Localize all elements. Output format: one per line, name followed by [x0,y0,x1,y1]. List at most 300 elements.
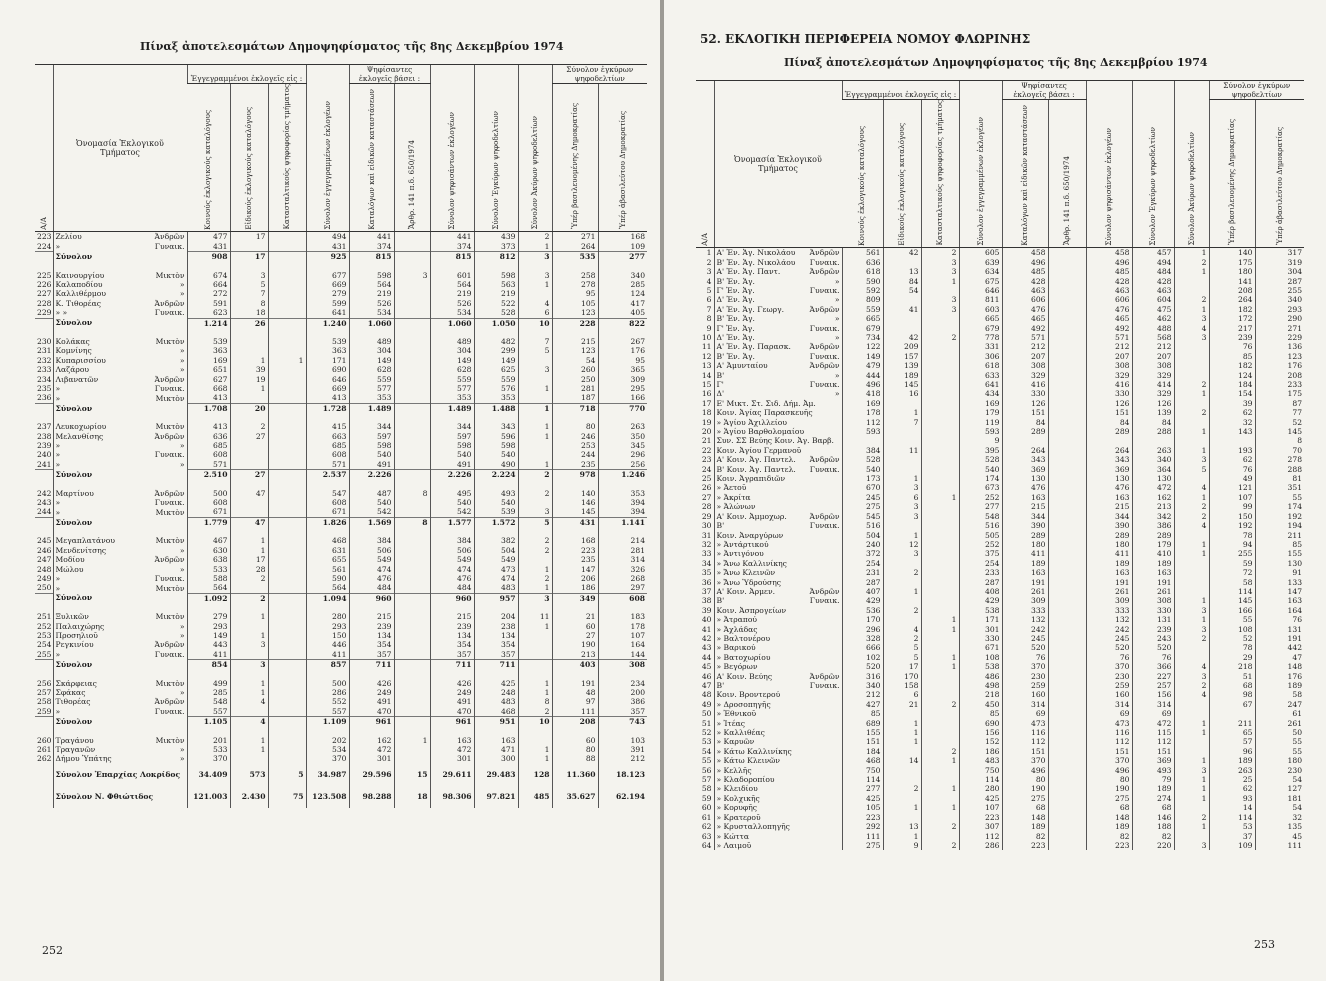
station-type: Ἀνδρῶν [154,697,185,707]
subtotal-row [35,593,647,603]
value-cell [883,747,921,756]
value-cell: 102 [842,653,883,662]
value-cell: 533 [187,745,230,754]
station-type: » [179,564,185,574]
value-cell: 1.060 [349,318,394,328]
spacer-cell [53,480,187,489]
value-cell: 82 [1002,832,1048,841]
station-name [714,455,842,464]
value-cell [921,794,959,803]
value-cell: 252 [959,540,1002,549]
value-cell: 4 [230,717,268,727]
station-name [714,258,842,267]
station-type: Γυναικ. [154,707,185,717]
value-cell: 145 [883,380,921,389]
value-cell: 540 [349,498,394,507]
value-cell [268,403,306,413]
value-cell: 263 [1132,446,1174,455]
row-number: 20 [701,427,712,437]
value-cell: 280 [306,612,349,621]
value-cell: 354 [349,640,394,649]
value-cell: 3 [1174,606,1209,615]
value-cell: 540 [842,465,883,474]
value-cell: 1 [1174,389,1209,398]
value-cell [268,536,306,545]
spacer-cell [598,670,647,679]
value-cell: 114 [842,775,883,784]
value-cell: 130 [1086,474,1132,483]
spacer-cell [35,480,53,489]
spacer-cell [230,670,268,679]
value-cell: 485 [1002,267,1048,276]
row-number: 41 [701,624,712,634]
value-cell: 235 [552,460,598,470]
value-cell: 287 [959,578,1002,587]
value-cell [518,660,552,670]
value-cell [1048,474,1086,483]
value-cell [394,232,430,242]
value-cell: 1 [1174,756,1209,765]
value-cell: 1 [921,625,959,634]
row-number: 17 [701,398,712,408]
row-number: 10 [701,332,712,342]
value-cell: 175 [1255,389,1304,398]
col-c7: Σύνολον ψηφισάντων ἐκλογέων [1086,81,1132,248]
spacer-cell [518,603,552,612]
value-cell: 3 [921,305,959,314]
row-number [35,660,53,670]
value-cell: 468 [474,707,518,717]
col-c10: Ὑπέρ βασιλευομένης Δημοκρατίας [1209,100,1255,248]
col-c5: Καταλόγων καὶ εἰδικῶν καταστάσεων [349,84,394,232]
value-cell: 223 [1086,841,1132,850]
row-number: 238 [37,431,52,441]
value-cell: 489 [349,337,394,346]
value-cell [921,813,959,822]
table-row [35,745,647,754]
row-number: 64 [701,840,712,850]
station-name-text: » Ἁγίου Ἀχιλλείου [716,417,787,427]
value-cell: 330 [1132,606,1174,615]
value-cell [1048,258,1086,267]
table-row [35,280,647,289]
value-cell: 268 [598,574,647,583]
value-cell [394,707,430,717]
total-value: 98.306 [430,786,474,808]
value-cell: 263 [1209,766,1255,775]
row-number: 60 [701,803,712,813]
value-cell: 718 [552,403,598,413]
value-cell: 227 [1132,672,1174,681]
station-name [53,546,187,555]
value-cell [268,612,306,621]
total-value: 18.123 [598,764,647,786]
value-cell: 112 [842,418,883,427]
total-value: 29.611 [430,764,474,786]
value-cell [268,717,306,727]
value-cell: 123 [552,308,598,318]
station-name [53,583,187,593]
value-cell: 353 [598,489,647,498]
station-name [714,662,842,671]
value-cell: 340 [1132,455,1174,464]
table-row [696,371,1304,380]
value-cell: 132 [1002,615,1048,624]
value-cell: 287 [1255,277,1304,286]
value-cell: 2 [883,606,921,615]
spacer-cell [35,670,53,679]
value-cell: 3 [518,252,552,262]
spacer-cell [306,670,349,679]
value-cell: 164 [1255,606,1304,615]
station-name-text: Μαρτίνου [55,488,94,498]
value-cell: 112 [959,832,1002,841]
value-cell [1174,747,1209,756]
value-cell: 245 [842,493,883,502]
valid-group-header: Σύνολον ἐγκύρων ψηφοδελτίων [1209,81,1304,100]
value-cell: 665 [842,314,883,323]
value-cell: 750 [959,766,1002,775]
value-cell [268,660,306,670]
value-cell: 1.214 [187,318,230,328]
spacer-cell [268,262,306,271]
value-cell: 822 [598,318,647,328]
value-cell: 1 [883,737,921,746]
value-cell: 11 [518,612,552,621]
value-cell: 408 [959,587,1002,596]
value-cell [394,565,430,574]
station-name-text: Β' Ἐν. Ἁγ. [716,314,755,324]
value-cell: 506 [349,546,394,555]
value-cell: 394 [598,498,647,507]
value-cell: 491 [430,697,474,706]
spacer-cell [306,603,349,612]
row-number: 254 [37,640,52,650]
value-cell: 561 [842,248,883,258]
value-cell: 598 [430,441,474,450]
value-cell: 223 [842,813,883,822]
value-cell: 277 [598,252,647,262]
station-name [714,314,842,323]
value-cell: 428 [1002,277,1048,286]
col-c6: Ἄρθρ. 141 π.δ. 650/1974 [394,84,430,232]
value-cell [1174,653,1209,662]
value-cell [1174,399,1209,408]
station-name [53,574,187,583]
value-cell: 500 [306,679,349,688]
row-number: 8 [706,314,712,324]
total-value: 123.508 [306,786,349,808]
value-cell: 130 [1132,474,1174,483]
spacer-cell [230,527,268,536]
value-cell: 5 [883,643,921,652]
station-name-text: Σύνολον [55,517,93,527]
value-cell: 665 [959,314,1002,323]
value-cell: 3 [921,267,959,276]
value-cell: 496 [1086,766,1132,775]
value-cell: 1 [518,745,552,754]
value-cell: 413 [187,393,230,403]
station-name [53,612,187,621]
row-number: 9 [706,323,712,333]
station-name [53,299,187,308]
station-name [714,483,842,492]
station-name-text: Κ. Τιθορέας [55,298,101,308]
station-type: Μικτὸν [155,270,185,280]
station-name-text: » [55,393,61,403]
value-cell: 281 [552,384,598,393]
value-cell: 549 [474,555,518,564]
row-number: 54 [701,746,712,756]
row-number: 13 [701,361,712,371]
value-cell: 8 [230,299,268,308]
value-cell [883,314,921,323]
spacer-cell [518,262,552,271]
value-cell: 2.537 [306,470,349,480]
value-cell [1174,587,1209,596]
station-type: » [179,289,185,299]
value-cell: 248 [474,688,518,697]
row-number: 248 [37,564,52,574]
value-cell: 55 [1255,737,1304,746]
row-number: 229 [37,308,52,318]
station-name-text: Κοιν. Ἁγίου Γερμανοῦ [716,445,802,455]
value-cell: 148 [1255,662,1304,671]
value-cell: 296 [598,450,647,459]
value-cell [268,555,306,564]
value-cell: 149 [187,631,230,640]
value-cell: 815 [430,252,474,262]
station-name-text: Γ' Ἐν. Ἁγ. [716,285,755,295]
value-cell [394,384,430,393]
value-cell: 299 [474,346,518,355]
station-type: » [179,355,185,365]
station-name [53,356,187,365]
value-cell: 3 [1174,841,1209,850]
value-cell [268,565,306,574]
value-cell: 564 [306,583,349,593]
value-cell: 3 [230,271,268,280]
grand-total-row [35,764,647,786]
value-cell: 206 [552,574,598,583]
station-name-text: » Ἀντάρτικού [716,539,769,549]
value-cell: 465 [1002,314,1048,323]
value-cell: 593 [959,427,1002,436]
value-cell: 608 [598,593,647,603]
value-cell [1048,531,1086,540]
station-type: Γυναικ. [809,323,840,333]
spacer-cell [552,480,598,489]
value-cell: 571 [187,460,230,470]
value-cell: 330 [1002,389,1048,398]
table-row [696,493,1304,502]
value-cell: 163 [1086,568,1132,577]
value-cell: 309 [598,375,647,384]
value-cell: 84 [1132,418,1174,427]
value-cell: 293 [306,622,349,631]
value-cell: 353 [430,393,474,403]
value-cell: 812 [474,252,518,262]
table-row [696,568,1304,577]
value-cell: 308 [598,660,647,670]
value-cell: 76 [1086,653,1132,662]
value-cell [921,512,959,521]
value-cell: 275 [842,841,883,850]
spacer-cell [268,480,306,489]
col-c9: Σύνολον Ἀκύρων ψηφοδελτίων [1174,81,1209,248]
value-cell: 561 [306,565,349,574]
value-cell [1048,305,1086,314]
value-cell: 42 [883,248,921,258]
spacer-cell [518,480,552,489]
value-cell: 496 [1002,766,1048,775]
value-cell [268,498,306,507]
spacer-cell [35,328,53,337]
value-cell: 2 [1174,258,1209,267]
value-cell: 471 [474,745,518,754]
value-cell: 108 [959,653,1002,662]
value-cell: 151 [1002,747,1048,756]
spacer-cell [552,603,598,612]
value-cell: 8 [394,489,430,498]
value-cell: 275 [842,502,883,511]
value-cell: 174 [1255,502,1304,511]
value-cell [1048,521,1086,530]
value-cell: 390 [1086,521,1132,530]
value-cell: 538 [959,662,1002,671]
table-row [35,356,647,365]
value-cell: 215 [430,612,474,621]
value-cell: 91 [1255,568,1304,577]
station-name [714,606,842,615]
value-cell: 20 [230,403,268,413]
value-cell: 743 [598,717,647,727]
station-name [53,707,187,717]
row-number: 239 [37,441,52,451]
value-cell: 344 [1002,512,1048,521]
value-cell: 107 [959,803,1002,812]
value-cell [1174,531,1209,540]
value-cell: 111 [552,707,598,717]
row-number [35,470,53,480]
value-cell: 4 [1174,521,1209,530]
value-cell: 218 [1209,662,1255,671]
spacer-cell [53,413,187,422]
table-row [35,289,647,298]
station-name [714,512,842,521]
value-cell: 671 [959,643,1002,652]
value-cell: 357 [349,650,394,660]
spacer-cell [598,262,647,271]
value-cell: 141 [1209,277,1255,286]
value-cell: 287 [842,578,883,587]
value-cell: 559 [474,375,518,384]
left-page [0,0,660,981]
station-type: » [179,365,185,375]
value-cell: 1.488 [474,403,518,413]
total-value: 98.288 [349,786,394,808]
value-cell: 171 [306,356,349,365]
value-cell: 176 [1255,672,1304,681]
spacer-cell [53,670,187,679]
value-cell [1048,418,1086,427]
row-number: 12 [701,351,712,361]
table-row [696,352,1304,361]
station-type: Γυναικ. [154,573,185,583]
value-cell [394,432,430,441]
station-type: Μικτὸν [155,536,185,546]
value-cell: 76 [1209,342,1255,351]
value-cell: 664 [187,280,230,289]
value-cell [1048,794,1086,803]
value-cell: 131 [1255,625,1304,634]
value-cell: 37 [1209,832,1255,841]
value-cell [1048,286,1086,295]
value-cell: 428 [1132,277,1174,286]
value-cell: 94 [1209,540,1255,549]
table-row [696,784,1304,793]
station-name-text: Α' Ἐν. Ἁγ. Γεωργ. [716,304,785,314]
value-cell: 520 [1002,643,1048,652]
station-name-text: » [55,573,61,583]
value-cell [1048,342,1086,351]
voted-group-header: Ψηφίσαντες ἐκλογεῖς βάσει : [1002,81,1086,100]
value-cell: 245 [1002,634,1048,643]
value-cell [921,314,959,323]
station-type: Ἀνδρῶν [809,586,840,596]
spacer-cell [187,603,230,612]
value-cell: 618 [959,361,1002,370]
station-type: Γυναικ. [154,650,185,660]
value-cell [1048,737,1086,746]
value-cell: 242 [1002,625,1048,634]
row-number: 237 [37,422,52,432]
value-cell [1174,578,1209,587]
value-cell [921,549,959,558]
value-cell: 62 [1209,455,1255,464]
table-row [696,672,1304,681]
station-type: Ἀνδρῶν [154,488,185,498]
row-number: 47 [701,681,712,691]
value-cell [1048,502,1086,511]
spacer-cell [53,727,187,736]
value-cell [921,690,959,699]
value-cell: 68 [1002,803,1048,812]
value-cell: 2 [230,422,268,431]
station-type: » [179,441,185,451]
station-type: Γυναικ. [809,380,840,390]
value-cell [518,640,552,649]
value-cell: 366 [1132,662,1174,671]
value-cell: 2.226 [430,470,474,480]
spacer-cell [230,413,268,422]
value-cell: 9 [959,436,1002,445]
value-cell: 434 [959,389,1002,398]
value-cell: 326 [598,565,647,574]
value-cell: 127 [1255,784,1304,793]
value-cell: 426 [349,679,394,688]
value-cell: 1 [921,803,959,812]
value-cell: 50 [1255,728,1304,737]
value-cell [1048,719,1086,728]
value-cell: 78 [1209,531,1255,540]
value-cell [921,832,959,841]
value-cell: 249 [349,688,394,697]
table-row [696,333,1304,342]
value-cell [1048,380,1086,389]
value-cell: 223 [552,546,598,555]
value-cell [394,365,430,374]
